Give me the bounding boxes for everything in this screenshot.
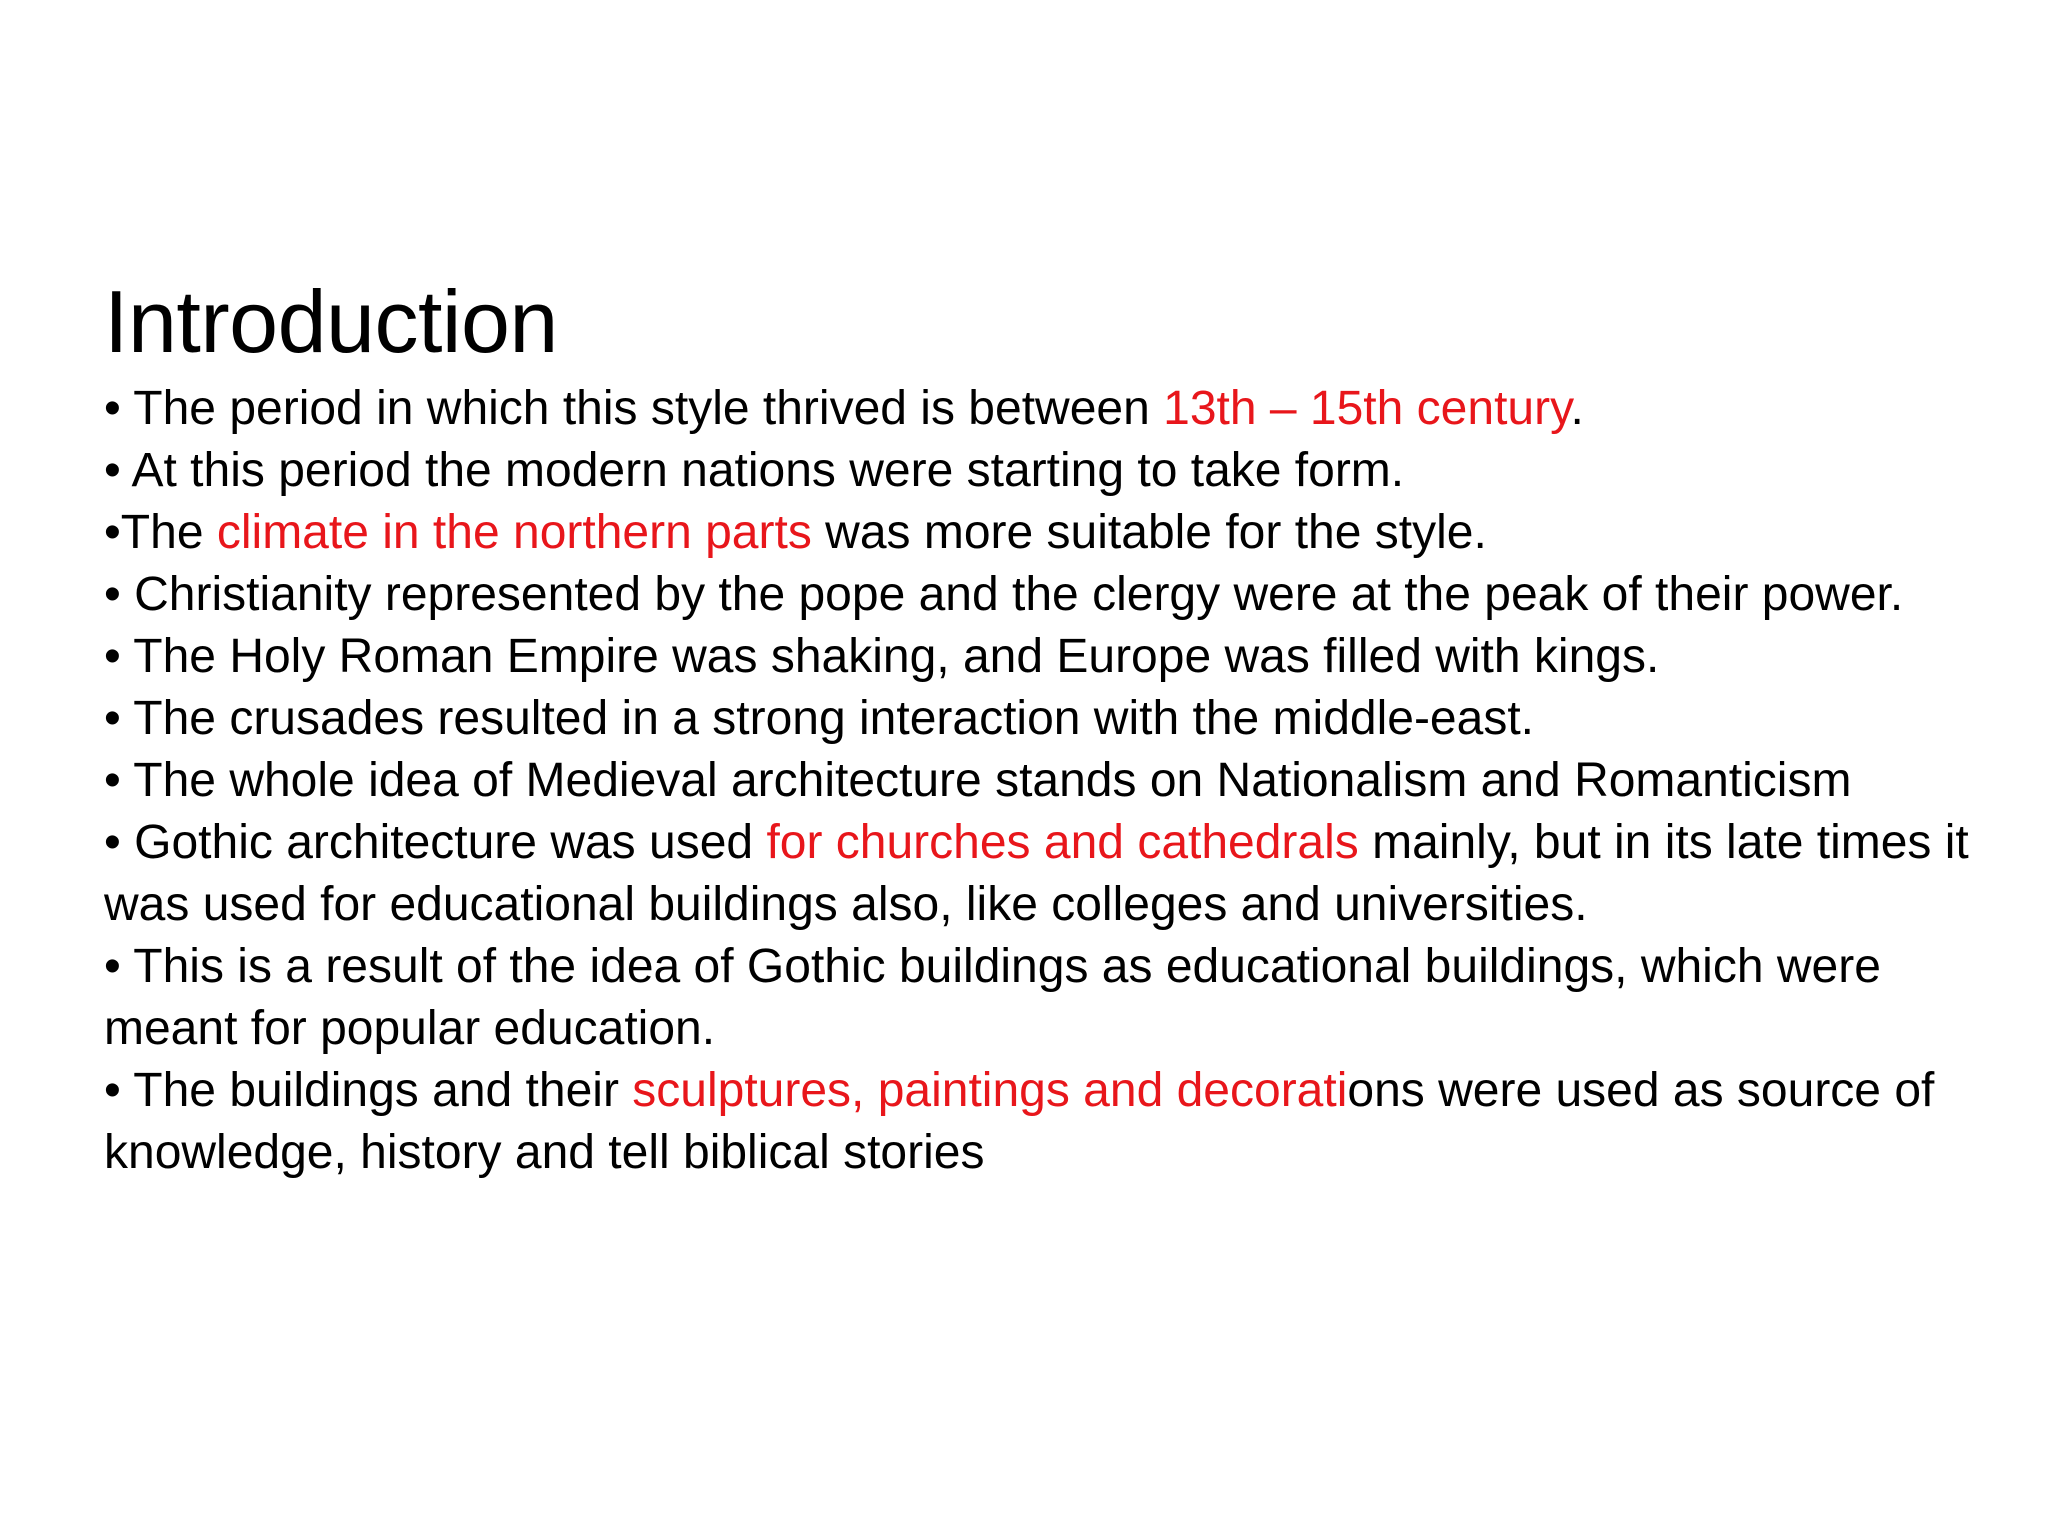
slide-title: Introduction (104, 272, 558, 371)
highlighted-text: sculptures, paintings and decorati (632, 1064, 1348, 1117)
bullet-text: • The crusades resulted in a strong interaction with the middle-east. (104, 692, 1534, 745)
bullet-text: • The Holy Roman Empire was shaking, and Europe was filled with kings. (104, 630, 1660, 683)
bullet-text: •The (104, 506, 217, 559)
slide-content (104, 266, 2014, 1184)
bullet-item (104, 626, 2014, 688)
bullet-list (104, 378, 2014, 1184)
bullet-item (104, 812, 2014, 936)
bullet-item (104, 936, 2014, 1060)
bullet-item (104, 378, 2014, 440)
bullet-item (104, 688, 2014, 750)
highlighted-text: for churches and cathedrals (766, 816, 1359, 869)
bullet-text: • The buildings and their (104, 1064, 633, 1117)
bullet-text: • The whole idea of Medieval architecture stands on Nationalism and Romanticism (104, 754, 1852, 807)
bullet-text: • This is a result of the idea of Gothic buildings as educational buildings, which were meant for popular education. (104, 940, 1881, 1055)
bullet-text: • The period in which this style thrived is between (104, 382, 1164, 435)
bullet-text: mainly, but in its late times it was used for educational buildings also, like colleges and universities. (104, 816, 1969, 931)
bullet-item (104, 1060, 2014, 1184)
highlighted-text: climate in the northern parts (216, 506, 812, 559)
bullet-text: was more suitable for the style. (811, 506, 1487, 559)
bullet-item (104, 564, 2014, 626)
bullet-item (104, 750, 2014, 812)
bullet-text: • Christianity represented by the pope and the clergy were at the peak of their power. (104, 568, 1904, 621)
bullet-text: • Gothic architecture was used (104, 816, 767, 869)
highlighted-text: 13th – 15th century (1163, 382, 1571, 435)
bullet-item (104, 440, 2014, 502)
bullet-text: ons were used as source of knowledge, history and tell biblical stories (104, 1064, 1935, 1179)
bullet-text: . (1570, 382, 1584, 435)
bullet-text: • At this period the modern nations were starting to take form. (104, 444, 1405, 497)
bullet-item (104, 502, 2014, 564)
